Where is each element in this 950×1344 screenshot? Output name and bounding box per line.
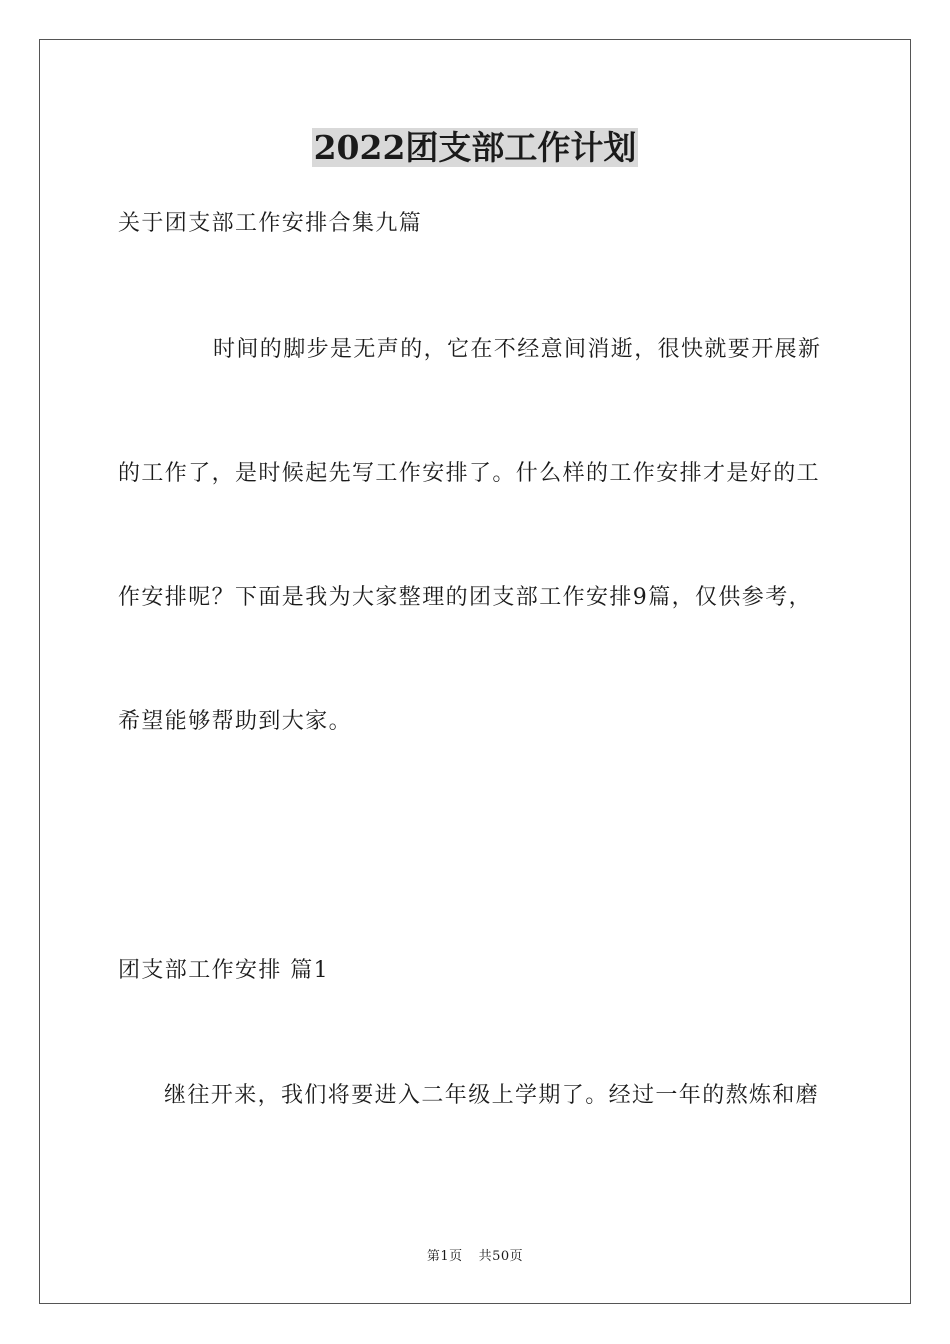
section-line-1: 继往开来，我们将要进入二年级上学期了。经过一年的熬炼和磨 xyxy=(164,1083,820,1108)
document-subtitle: 关于团支部工作安排合集九篇 xyxy=(118,211,423,236)
intro-line-4: 希望能够帮助到大家。 xyxy=(118,709,353,734)
intro-line-1: 时间的脚步是无声的，它在不经意间消逝，很快就要开展新 xyxy=(213,337,822,362)
page-number: 第1页 xyxy=(426,1249,463,1264)
intro-line-2: 的工作了，是时候起先写工作安排了。什么样的工作安排才是好的工 xyxy=(118,461,821,486)
document-title-text: 2022团支部工作计划 xyxy=(313,128,637,167)
page-footer xyxy=(0,1248,950,1266)
intro-line-3: 作安排呢？下面是我为大家整理的团支部工作安排9篇，仅供参考， xyxy=(118,585,812,610)
section-heading: 团支部工作安排 篇1 xyxy=(118,958,329,983)
page-total: 共50页 xyxy=(478,1249,524,1264)
document-title xyxy=(0,126,950,170)
